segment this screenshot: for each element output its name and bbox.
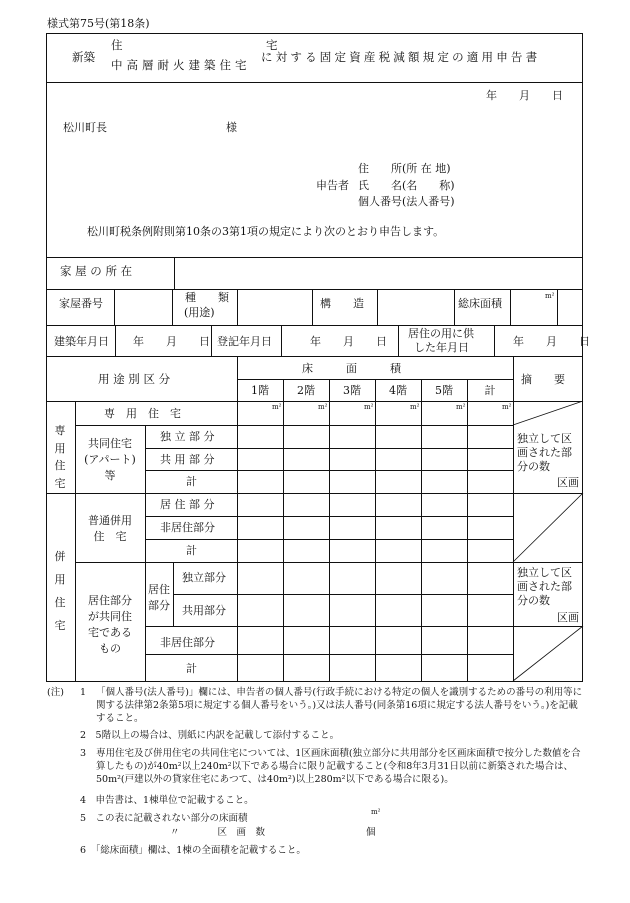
built-label: 建築年月日 (54, 335, 109, 348)
unit-mark-4: m² (410, 403, 420, 411)
unit-mark-2: m² (318, 403, 328, 411)
date-line: 年 月 日 (486, 89, 563, 102)
resident-label: 居住 部分 (148, 583, 170, 612)
common-label: 共 用 部 分 (160, 453, 215, 466)
floor-4-header: 4階 (389, 384, 407, 397)
applicant-name[interactable]: 氏 名(名 称) (358, 179, 455, 192)
remark-mixed: 独立して区 画された部 分の数 (517, 566, 572, 607)
ordinary-total-label: 計 (186, 544, 197, 557)
title-suffix: に対する固定資産税減額規定の適用申告書 (261, 50, 541, 64)
nonresidential2-label: 非居住部分 (160, 636, 215, 649)
residential-label: 居 住 部 分 (160, 498, 215, 511)
location-label: 家 屋 の 所 在 (60, 264, 133, 278)
dedicated-only-label: 専 用 住 宅 (104, 407, 181, 420)
note-5b-unit: 個 (366, 827, 376, 838)
floor-3-header: 3階 (343, 384, 361, 397)
total-area-label: 総床面積 (458, 297, 502, 310)
applicant-number[interactable]: 個人番号(法人番号) (358, 195, 455, 208)
notes-label: (注) (47, 687, 64, 698)
unit-mark-5: m² (456, 403, 466, 411)
applicant-label: 申告者 (316, 179, 349, 192)
title-line2: 中高層耐火建築住宅 (111, 58, 251, 72)
honorific: 様 (226, 121, 237, 134)
floor-1-header: 1階 (251, 384, 269, 397)
unit-mark-total: m² (502, 403, 512, 411)
kind-label: 種 類 (185, 291, 229, 304)
shared-housing-label: 共同住宅 (アパート) 等 (84, 437, 136, 482)
occupied-date[interactable]: 年 月 日 (513, 335, 590, 348)
note-3: 専用住宅及び併用住宅の共同住宅については、1区画床面積(独立部分に共用部分を区画床面積で按分した数値を合算したもの)が40m²以上240m²以下である場合に限り記載すること(令和8年3月31日以前に新築された場合は、50m²(戸建以外の貸家住宅にあつて、は40m²)以上280m²以下である場合に限る)。 (96, 748, 581, 785)
note-3-number: 3 (80, 748, 87, 759)
form-number: 様式第75号(第18条) (47, 17, 150, 30)
note-5-unit: m² (371, 808, 381, 816)
note-6: 6 「総床面積」欄は、1棟の全面積を記載すること。 (80, 845, 306, 856)
addressee: 松川町長 (63, 121, 107, 134)
note-1: 「個人番号(法人番号)」欄には、申告者の個人番号(行政手続における特定の個人を識別するための番号の利用等に関する法律第2条第5項に規定する個人番号をいう。)又は法人番号(同条第16項に規定する法人番号をいう。)を記載すること。 (96, 687, 583, 724)
independent-label: 独 立 部 分 (160, 430, 215, 443)
unit-mark-3: m² (364, 403, 374, 411)
note-5b: 〃 区 画 数 (170, 827, 266, 838)
ordinary-mixed-label: 普通併用 住 宅 (88, 514, 132, 543)
note-1-number: 1 (80, 687, 87, 698)
floor-5-header: 5階 (435, 384, 453, 397)
title-prefix: 新築 (72, 50, 95, 64)
house-no-label: 家屋番号 (59, 297, 103, 310)
shared-total-label: 計 (186, 475, 197, 488)
note-4: 4 申告書は、1棟単位で記載すること。 (80, 795, 254, 806)
mixed-label: 併用住宅 (54, 550, 66, 633)
occupied-label-2: した年月日 (414, 341, 469, 354)
remark-unit-2: 区画 (557, 611, 579, 624)
unit-mark-1: m² (272, 403, 282, 411)
total-area-unit: m² (545, 292, 555, 300)
floor-total-header: 計 (484, 384, 496, 397)
registered-date[interactable]: 年 月 日 (310, 335, 387, 348)
note-2: 2 5階以上の場合は、別紙に内訳を記載して添付すること。 (80, 730, 340, 741)
independent2-label: 独立部分 (182, 571, 226, 584)
shared-resident-label: 居住部分 が共同住 宅である もの (88, 594, 132, 655)
remark-unit-1: 区画 (557, 476, 579, 489)
registered-label: 登記年月日 (217, 335, 272, 348)
remarks-header: 摘 要 (521, 373, 565, 386)
built-date[interactable]: 年 月 日 (133, 335, 210, 348)
common2-label: 共用部分 (182, 604, 226, 617)
kind-sub-label: (用途) (184, 306, 215, 319)
floor-area-header: 床 面 積 (302, 362, 401, 375)
declaration: 松川町税条例附則第10条の3第1項の規定により次のとおり申告します。 (87, 225, 445, 238)
dedicated-label: 専用住宅 (54, 424, 66, 490)
title-line1: 住 宅 (111, 38, 282, 52)
usage-header: 用 途 別 区 分 (98, 372, 171, 386)
remark-shared: 独立して区 画された部 分の数 (517, 432, 572, 473)
applicant-address[interactable]: 住 所(所 在 地) (358, 162, 451, 175)
note-5: 5 この表に記載されない部分の床面積 (80, 813, 248, 824)
mixed-total-label: 計 (186, 662, 197, 675)
structure-label: 構 造 (320, 297, 364, 310)
occupied-label-1: 居住の用に供 (408, 327, 474, 340)
nonresidential-label: 非居住部分 (160, 521, 215, 534)
floor-2-header: 2階 (297, 384, 315, 397)
